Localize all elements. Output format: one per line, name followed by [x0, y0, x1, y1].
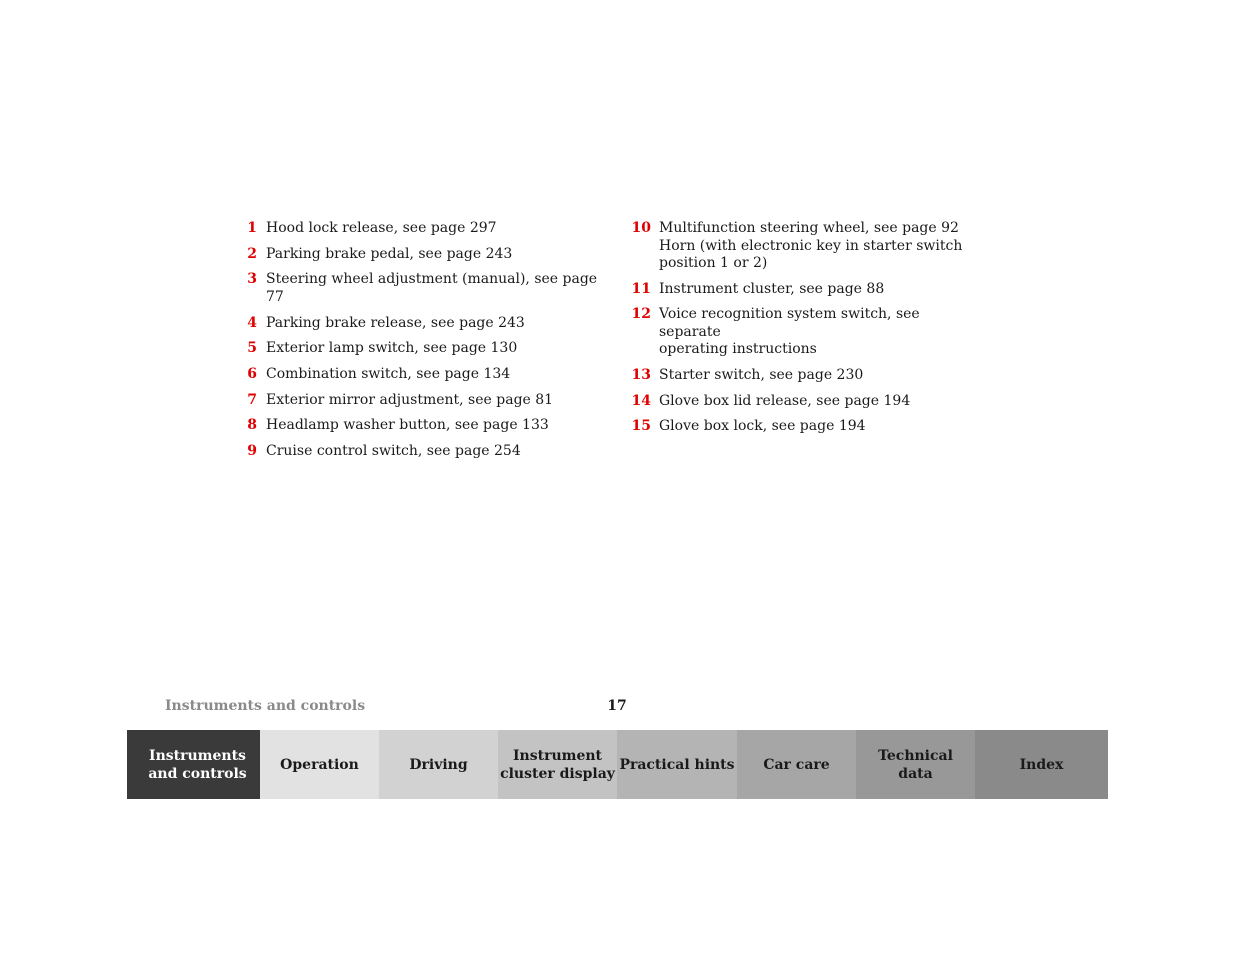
legend-line: Glove box lid release, see page 194 [659, 392, 911, 409]
legend-number: 4 [247, 314, 257, 331]
section-title: Instruments and controls [165, 698, 366, 714]
tab-label-line: and controls [148, 765, 247, 782]
legend-text [659, 281, 970, 299]
legend-item [630, 306, 970, 359]
tab-label-line: Instrument [513, 747, 602, 764]
legend-line: Instrument cluster, see page 88 [659, 280, 885, 297]
legend-item [630, 393, 970, 411]
legend-item [240, 271, 610, 306]
legend-item [240, 246, 610, 264]
left-legend-list [240, 220, 610, 469]
legend-item [240, 392, 610, 410]
legend-line: Exterior lamp switch, see page 130 [266, 340, 518, 357]
legend-line: Multifunction steering wheel, see page 92 [659, 220, 959, 236]
tab-label-line: Index [1019, 756, 1064, 773]
legend-text [659, 418, 970, 436]
legend-text [659, 393, 970, 411]
legend-line: Parking brake pedal, see page 243 [266, 245, 513, 262]
tab-label-line: Operation [280, 756, 359, 773]
legend-line: Hood lock release, see page 297 [266, 220, 497, 236]
legend-text [266, 315, 610, 333]
legend-text [659, 367, 970, 385]
legend-line: position 1 or 2) [659, 255, 768, 271]
legend-number: 2 [247, 245, 257, 262]
legend-line: Glove box lock, see page 194 [659, 418, 866, 435]
legend-number: 14 [631, 392, 651, 409]
tab-practical-hints[interactable] [617, 730, 737, 799]
legend-text [659, 306, 970, 359]
tab-label-line: Driving [409, 756, 468, 773]
legend-number: 1 [247, 220, 257, 236]
legend-item [630, 367, 970, 385]
tab-label-line: Technical [878, 747, 953, 764]
legend-line: operating instructions [659, 341, 817, 358]
legend-line: Exterior mirror adjustment, see page 81 [266, 391, 554, 408]
legend-text [266, 246, 610, 264]
tab-car-care[interactable] [737, 730, 856, 799]
legend-line: Combination switch, see page 134 [266, 365, 511, 382]
legend-item [630, 281, 970, 299]
legend-line: Headlamp washer button, see page 133 [266, 417, 549, 434]
tab-technical-data[interactable] [856, 730, 975, 799]
legend-line: Voice recognition system switch, see separate [659, 306, 920, 340]
chapter-tab-bar [127, 730, 1108, 799]
legend-text [266, 220, 610, 238]
legend-number: 8 [247, 417, 257, 434]
tab-label-line: cluster display [500, 765, 615, 782]
tab-label-line: data [898, 765, 933, 782]
legend-number: 13 [631, 367, 651, 384]
tab-driving[interactable] [379, 730, 498, 799]
legend-line: Parking brake release, see page 243 [266, 314, 525, 331]
legend-item [240, 340, 610, 358]
legend-number: 6 [247, 365, 257, 382]
tab-operation[interactable] [260, 730, 379, 799]
legend-line: Starter switch, see page 230 [659, 367, 864, 384]
legend-line: Steering wheel adjustment (manual), see page 77 [266, 271, 598, 305]
legend-number: 9 [247, 443, 257, 459]
legend-text [266, 271, 610, 306]
tab-label-line: Instruments [149, 747, 246, 764]
tab-label-line: Car care [763, 756, 830, 773]
legend-text [266, 366, 610, 384]
legend-text [266, 443, 610, 461]
legend-text [266, 417, 610, 435]
legend-item [240, 443, 610, 461]
legend-text [266, 340, 610, 358]
legend-number: 5 [247, 340, 257, 357]
legend-number: 15 [631, 418, 651, 435]
tab-instruments-and-controls[interactable] [127, 730, 260, 799]
legend-text [266, 392, 610, 410]
tab-index[interactable] [975, 730, 1108, 799]
legend-number: 10 [631, 220, 651, 236]
legend-item [240, 417, 610, 435]
legend-line: Cruise control switch, see page 254 [266, 443, 521, 459]
legend-number: 12 [631, 306, 651, 323]
page-number: 17 [607, 698, 627, 714]
legend-text [659, 220, 970, 273]
tab-label-line: Practical hints [619, 756, 735, 773]
legend-item [240, 220, 610, 238]
legend-line: Horn (with electronic key in starter switch [659, 237, 963, 254]
tab-instrument-cluster-display[interactable] [498, 730, 617, 799]
right-legend-list [630, 220, 970, 444]
legend-item [240, 366, 610, 384]
legend-number: 3 [247, 271, 257, 288]
legend-number: 11 [631, 280, 651, 297]
legend-number: 7 [247, 391, 257, 408]
legend-item [630, 220, 970, 273]
legend-item [630, 418, 970, 436]
legend-item [240, 315, 610, 333]
